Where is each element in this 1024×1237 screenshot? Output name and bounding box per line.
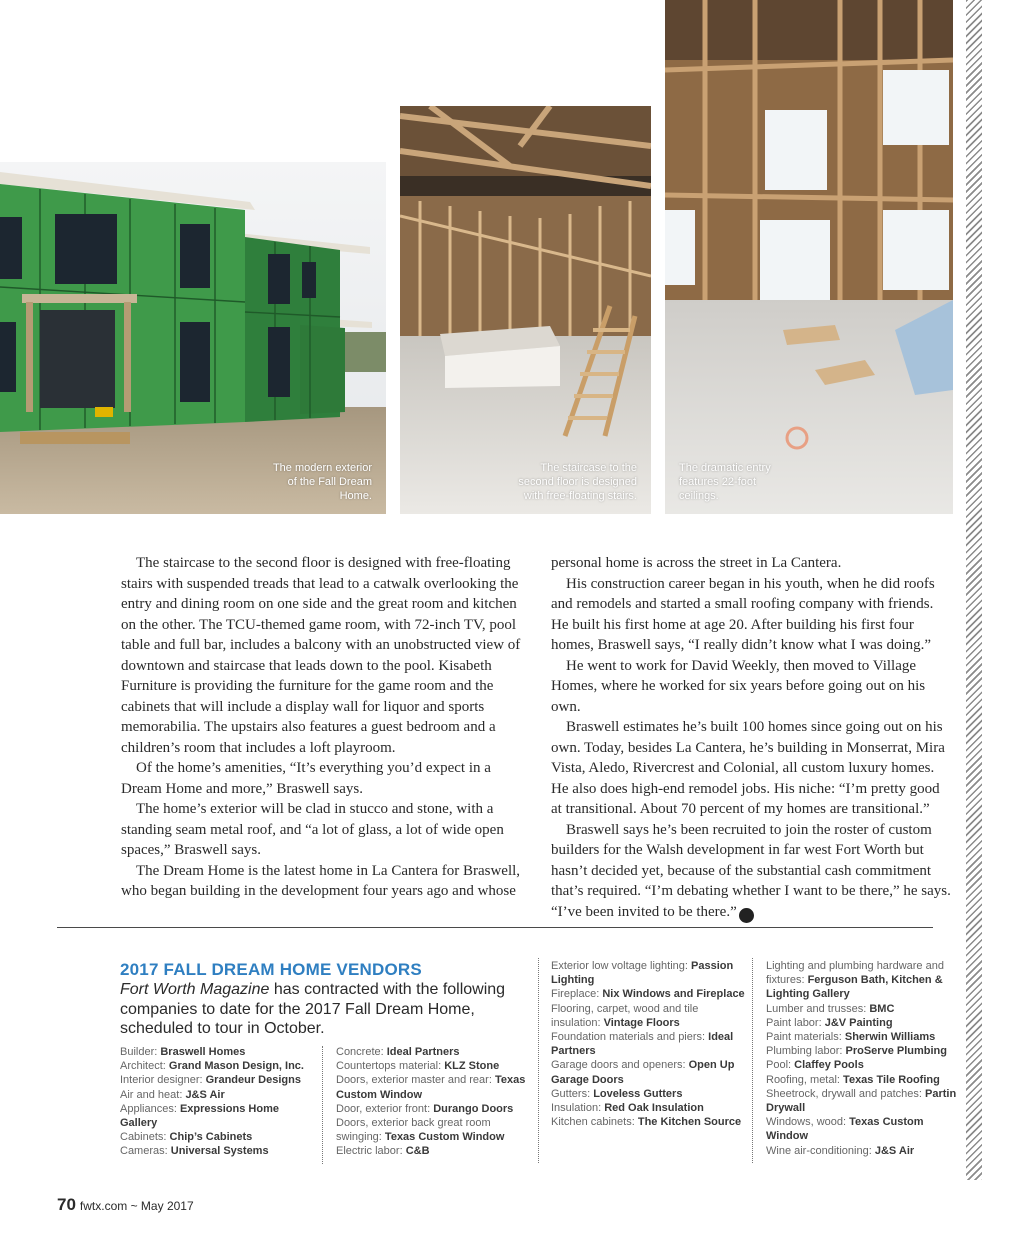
vendor-category: Roofing, metal: xyxy=(766,1073,844,1086)
vendor-name: Partin Drywall xyxy=(766,1087,957,1115)
vendor-list-column-1 xyxy=(120,1045,315,1159)
section-divider xyxy=(57,927,933,928)
vendor-entry xyxy=(766,1058,961,1072)
vendor-entry xyxy=(336,1073,531,1101)
vendor-entry xyxy=(336,1045,531,1059)
vendor-name: Chip’s Cabinets xyxy=(169,1131,253,1144)
vendor-entry xyxy=(120,1144,315,1158)
vendor-entry xyxy=(336,1116,531,1144)
vendor-category: Garage doors and openers: xyxy=(551,1059,689,1072)
vendor-category: Electric labor: xyxy=(336,1145,406,1158)
vendor-name: Ideal Partners xyxy=(551,1031,734,1058)
vendor-name: Texas Custom Window xyxy=(384,1131,505,1144)
vendor-name: Passion Lighting xyxy=(551,960,734,987)
vendor-category: Interior designer: xyxy=(120,1074,206,1087)
vendors-intro-text: has contracted with the following companies to date for the 2017 Fall Dream Home, scheduled to tour in October. xyxy=(120,981,506,1037)
vendor-category: Doors, exterior back great room swinging: xyxy=(336,1117,491,1144)
entry-photo xyxy=(665,0,953,514)
vendor-name: Red Oak Insulation xyxy=(604,1102,704,1115)
vendor-name: Ferguson Bath, Kitchen & Lighting Gallery xyxy=(766,974,943,1001)
vendor-entry xyxy=(766,1073,961,1087)
vendor-name: C&B xyxy=(405,1145,430,1158)
vendor-category: Insulation: xyxy=(551,1102,605,1115)
vendor-category: Door, exterior front: xyxy=(336,1102,434,1115)
vendor-category: Countertops material: xyxy=(336,1060,445,1073)
article-paragraph: He went to work for David Weekly, then moved to Village Homes, where he worked for six years before going out on his own. xyxy=(551,657,926,715)
vendor-category: Flooring, carpet, wood and tile insulation: xyxy=(551,1002,699,1029)
vendor-entry xyxy=(551,987,746,1001)
vendor-entry xyxy=(120,1102,315,1130)
vendor-category: Gutters: xyxy=(551,1087,594,1100)
vendor-name: J&S Air xyxy=(874,1144,915,1157)
vendor-column-separator xyxy=(538,958,539,1163)
vendor-entry xyxy=(336,1102,531,1116)
vendor-category: Paint labor: xyxy=(766,1016,825,1029)
entry-photo-caption: The dramatic entry features 22-foot ceilings. xyxy=(679,462,771,502)
staircase-photo-caption: The staircase to the second floor is designed with free-floating stairs. xyxy=(518,462,637,502)
article-paragraph: The staircase to the second floor is designed with free-floating stairs with suspended treads that lead to a catwalk overlooking the entry and dining room on one side and the great room and kitchen on the other. The TCU-themed game room, with 72-inch TV, pool table and full bar, includes a balcony with an unobstructed view of downtown and staircase that leads down to the pool. Kisabeth Furniture is providing the furniture for the game room and the cabinets that will include a display wall for liquor and sports memorabilia. The upstairs also features a guest bedroom and a children’s room that includes a loft playroom. xyxy=(121,555,521,756)
vendor-entry xyxy=(120,1073,315,1087)
vendor-entry xyxy=(766,1002,961,1016)
vendor-category: Builder: xyxy=(120,1046,161,1058)
vendor-category: Cabinets: xyxy=(120,1131,170,1144)
page-footer xyxy=(57,1195,194,1215)
vendor-list-column-2 xyxy=(336,1045,531,1159)
vendor-entry xyxy=(120,1059,315,1073)
vendor-category: Lumber and trusses: xyxy=(766,1002,870,1015)
vendor-category: Exterior low voltage lighting: xyxy=(551,960,692,972)
vendor-entry xyxy=(766,1030,961,1044)
article-paragraph-last-text: Braswell says he’s been recruited to join the roster of custom builders for the Walsh development in far west Fort Worth but hasn’t decided yet, because of the substantial cash commitment that’s required. “I’m debating whether I want to be there,” he says. “I’ve been invited to be there.” xyxy=(551,821,951,920)
vendor-name: Grandeur Designs xyxy=(205,1074,301,1087)
vendor-category: Wine air-conditioning: xyxy=(766,1144,875,1157)
vendor-entry xyxy=(551,1087,746,1101)
vendor-name: Sherwin Williams xyxy=(844,1031,936,1044)
vendor-name: Grand Mason Design, Inc. xyxy=(168,1060,304,1073)
article-paragraph: Of the home’s amenities, “It’s everything you’d expect in a Dream Home and more,” Braswell says. xyxy=(121,760,491,797)
vendor-name: Durango Doors xyxy=(433,1102,514,1115)
vendor-category: Pool: xyxy=(766,1059,795,1072)
vendor-name: KLZ Stone xyxy=(444,1060,500,1073)
vendor-category: Fireplace: xyxy=(551,988,603,1001)
vendor-category: Foundation materials and piers: xyxy=(551,1031,709,1044)
article-paragraph: The Dream Home is the latest home in La Cantera for Braswell, who began building in the development four years ago and whose xyxy=(121,862,521,899)
vendor-name: Ideal Partners xyxy=(386,1046,460,1058)
article-paragraph: Braswell estimates he’s built 100 homes since going out on his own. Today, besides La Cantera, he’s building in Monserrat, Mira Vista, Aledo, Rivercrest and Colonial, all custom luxury homes. He also does high-end remodel jobs. His niche: “I’m pretty good at transitional. About 70 percent of my homes are transitional.” xyxy=(551,719,945,817)
staircase-photo-image xyxy=(400,106,651,514)
vendor-name: Texas Custom Window xyxy=(766,1116,924,1143)
vendor-category: Appliances: xyxy=(120,1102,180,1115)
vendor-name: Claffey Pools xyxy=(794,1059,864,1072)
vendor-list-column-4 xyxy=(766,959,961,1158)
vendor-entry xyxy=(551,1101,746,1115)
vendor-entry xyxy=(766,1115,961,1143)
vendor-category: Air and heat: xyxy=(120,1088,186,1101)
vendor-entry xyxy=(551,1002,746,1030)
vendor-column-separator xyxy=(752,958,753,1163)
vendor-entry xyxy=(120,1130,315,1144)
vendor-name: Vintage Floors xyxy=(603,1016,680,1029)
vendor-name: Texas Tile Roofing xyxy=(843,1073,940,1086)
vendor-name: Open Up Garage Doors xyxy=(551,1059,735,1086)
vendor-name: Braswell Homes xyxy=(160,1046,246,1058)
footer-site-date: fwtx.com ~ May 2017 xyxy=(79,1199,194,1213)
vendor-name: Texas Custom Window xyxy=(336,1074,526,1101)
vendor-entry xyxy=(766,1016,961,1030)
vendors-heading: 2017 FALL DREAM HOME VENDORS xyxy=(120,960,422,979)
vendor-category: Kitchen cabinets: xyxy=(551,1116,638,1129)
article-column-left xyxy=(121,553,521,902)
entry-photo-image xyxy=(665,0,953,514)
vendor-entry xyxy=(551,1058,746,1086)
vendor-entry xyxy=(336,1144,531,1158)
vendor-category: Lighting and plumbing hardware and fixtures: xyxy=(766,960,944,987)
article-paragraph: His construction career began in his youth, when he did roofs and remodels and started a small roofing company with friends. He built his first home at age 20. After building his first four homes, Braswell says, “I really didn’t know what I was doing.” xyxy=(551,575,935,653)
magazine-name: Fort Worth Magazine xyxy=(120,981,270,998)
vendor-name: BMC xyxy=(869,1002,895,1015)
article-paragraph-last xyxy=(551,820,951,923)
exterior-photo-caption: The modern exterior of the Fall Dream Home. xyxy=(272,462,372,502)
vendor-category: Windows, wood: xyxy=(766,1116,850,1129)
vendor-entry xyxy=(120,1088,315,1102)
vendor-name: J&S Air xyxy=(185,1088,225,1101)
article-paragraph: The home’s exterior will be clad in stucco and stone, with a standing seam metal roof, and “a lot of glass, a lot of wide open spaces,” Braswell says. xyxy=(121,801,504,858)
vendor-name: Nix Windows and Fireplace xyxy=(602,988,745,1001)
staircase-photo xyxy=(400,106,651,514)
page-number: 70 xyxy=(57,1195,76,1214)
decorative-edge-stripe xyxy=(966,0,982,1180)
vendor-category: Cameras: xyxy=(120,1145,171,1158)
vendor-entry xyxy=(766,959,961,1002)
vendor-entry xyxy=(336,1059,531,1073)
article-column-right xyxy=(551,553,951,923)
vendor-name: Expressions Home Gallery xyxy=(120,1102,279,1130)
vendor-category: Sheetrock, drywall and patches: xyxy=(766,1087,925,1100)
exterior-photo xyxy=(0,162,386,514)
vendor-entry xyxy=(551,1115,746,1129)
vendor-name: The Kitchen Source xyxy=(637,1116,742,1129)
article-paragraph-continued: personal home is across the street in La Cantera. xyxy=(551,555,842,571)
vendors-intro xyxy=(120,980,510,1039)
vendor-entry xyxy=(551,959,746,987)
vendor-name: J&V Painting xyxy=(824,1016,893,1029)
vendor-entry xyxy=(766,1087,961,1115)
vendor-category: Doors, exterior master and rear: xyxy=(336,1074,495,1087)
vendor-list-column-3 xyxy=(551,959,746,1129)
vendor-category: Architect: xyxy=(120,1060,169,1073)
vendor-category: Concrete: xyxy=(336,1046,387,1058)
vendor-column-separator xyxy=(322,1046,323,1164)
vendor-entry xyxy=(551,1030,746,1058)
vendor-entry xyxy=(766,1044,961,1058)
vendor-name: ProServe Plumbing xyxy=(845,1045,947,1058)
vendor-name: Loveless Gutters xyxy=(593,1087,683,1100)
end-mark-icon: fw xyxy=(739,908,754,923)
vendor-name: Universal Systems xyxy=(170,1145,269,1158)
vendor-entry xyxy=(766,1144,961,1158)
vendor-category: Paint materials: xyxy=(766,1031,845,1044)
vendor-category: Plumbing labor: xyxy=(766,1045,846,1058)
vendor-entry xyxy=(120,1045,315,1059)
